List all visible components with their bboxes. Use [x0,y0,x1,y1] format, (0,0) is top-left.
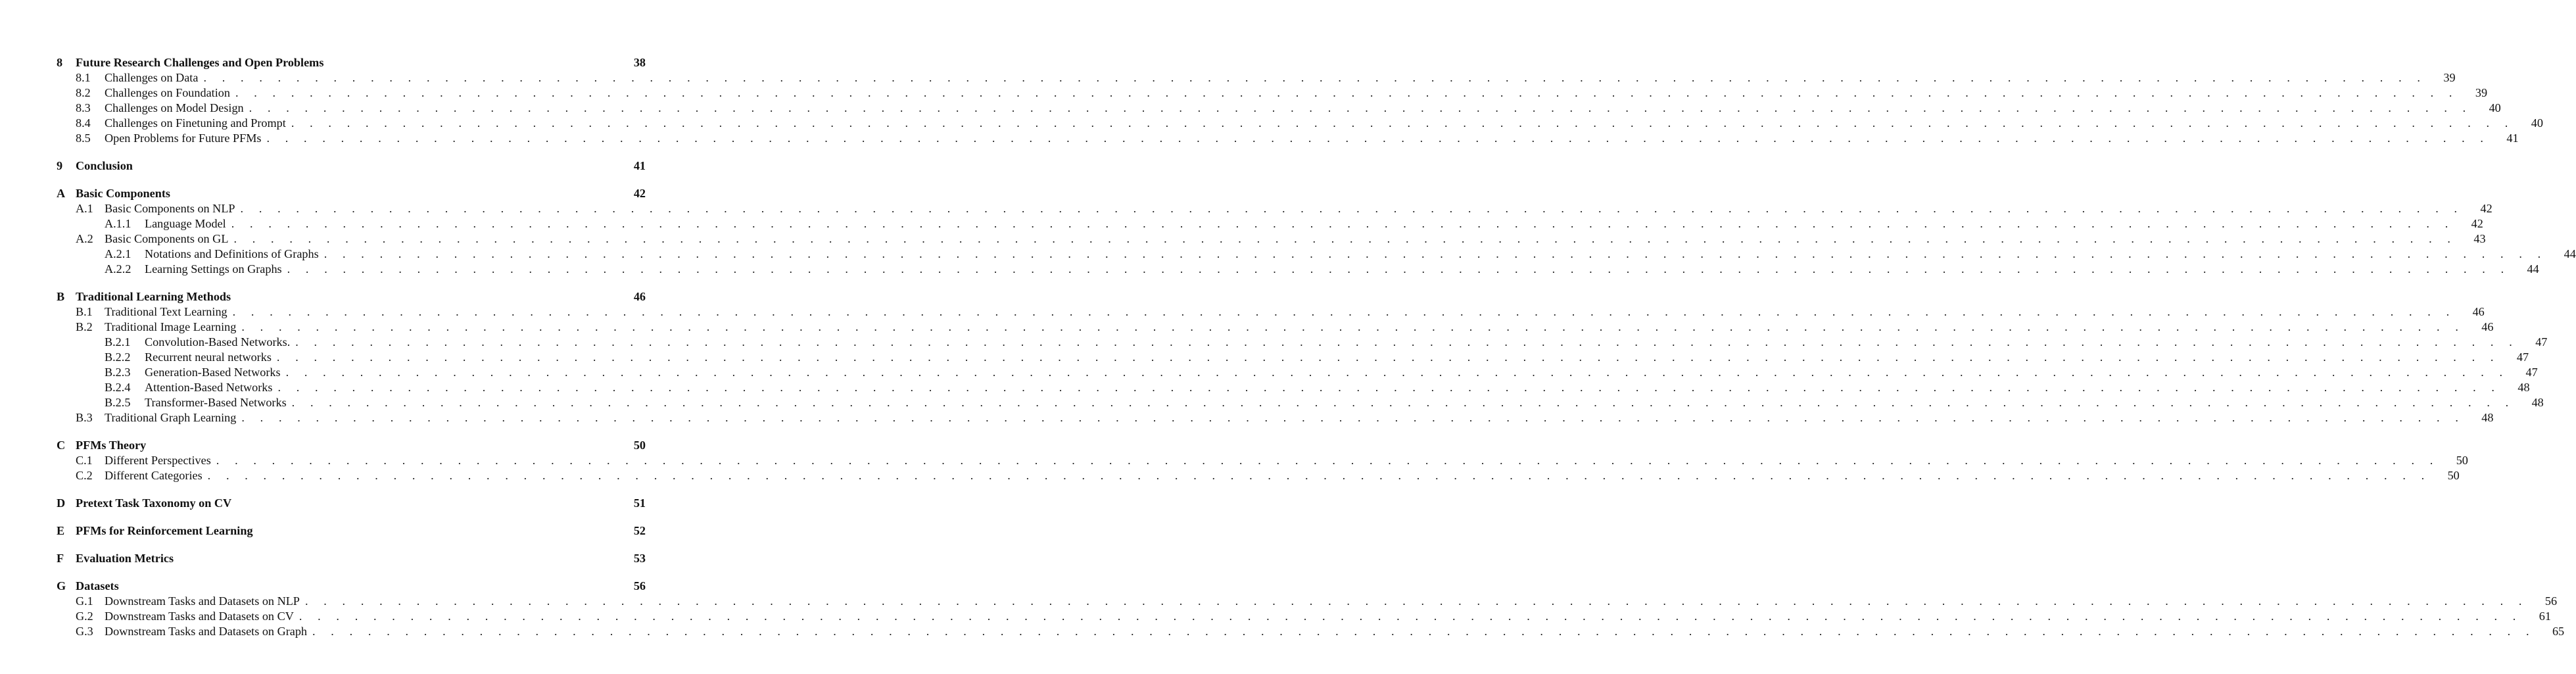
entry-title: Basic Components on NLP [105,202,235,215]
entry-number: 8.2 [76,86,91,99]
entry-title: Traditional Graph Learning [105,411,237,424]
entry-title: Convolution-Based Networks. [145,335,291,349]
entry-page-number: 48 [2517,381,2530,394]
entry-number: A.1.1 [105,217,131,230]
dot-leader: . . . . . . . . . . . . . . . . . . . . . . . . . . . . . . . . . . . . . . . . . . . . . . . . . . . . . . . . . . . . . . . . . . . . . . . . . . . . . . . . . . . . . . . . . . . . . . . . . . . . . . . . . . . . . . . . . . . . . . . . [276,350,2500,364]
entry-page-number: 39 [2475,86,2488,99]
entry-page-number: 47 [2535,335,2548,349]
entry-page-number: 48 [2531,396,2544,409]
entry-number: B.2.1 [105,335,131,349]
section-gap [57,483,646,496]
entry-number: G.3 [76,625,93,638]
toc-subsubsection[interactable] [57,247,2576,262]
toc-subsection[interactable] [57,594,2558,609]
toc-subsection[interactable] [57,70,2456,85]
toc-section[interactable] [57,438,646,453]
dot-leader: . . . . . . . . . . . . . . . . . . . . . . . . . . . . . . . . . . . . . . . . . . . . . . . . . . . . . . . . . . . . . . . . . . . . . . . . . . . . . . . . . . . . . . . . . . . . . . . . . . . . . . . . . . . . . . . . . . . . . . . . [241,320,2465,333]
entry-number: 9 [57,159,63,172]
toc-subsection[interactable] [57,304,2485,320]
entry-number: E [57,524,65,537]
entry-number: G.1 [76,594,93,608]
section-gap [57,566,646,579]
dot-leader: . . . . . . . . . . . . . . . . . . . . . . . . . . . . . . . . . . . . . . . . . . . . . . . . . . . . . . . . . . . . . . . . . . . . . . . . . . . . . . . . . . . . . . . . . . . . . . . . . . . . . . . . . . . . . . . . . . . . . . . . [231,217,2454,230]
entry-page-number: 40 [2531,116,2543,130]
toc-subsubsection[interactable] [57,216,2483,231]
section-gap [57,146,646,158]
entry-title: Learning Settings on Graphs [145,262,282,276]
toc-section[interactable] [57,55,646,70]
toc-subsubsection[interactable] [57,262,2539,277]
entry-page-number: 56 [2544,594,2558,608]
entry-title: Future Research Challenges and Open Problems [76,56,324,69]
table-of-contents [57,55,2576,639]
dot-leader: . . . . . . . . . . . . . . . . . . . . . . . . . . . . . . . . . . . . . . . . . . . . . . . . . . . . . . . . . . . . . . . . . . . . . . . . . . . . . . . . . . . . . . . . . . . . . . . . . . . . . . . . . . . . . . . . . . . . . . . . [295,335,2519,349]
entry-number: 8.3 [76,101,91,114]
entry-page-number: 41 [2506,132,2519,145]
entry-title: Challenges on Data [105,71,199,84]
entry-title: Recurrent neural networks [145,350,272,364]
entry-number: 8.5 [76,132,91,145]
entry-page-number: 53 [633,552,646,565]
entry-page-number: 41 [633,159,646,172]
section-gap [57,539,646,551]
entry-page-number: 42 [2480,202,2493,215]
entry-number: G [57,579,66,592]
entry-title: Challenges on Model Design [105,101,244,114]
entry-title: Notations and Definitions of Graphs [145,247,319,260]
toc-subsection[interactable] [57,116,2543,131]
entry-page-number: 47 [2525,366,2538,379]
entry-number: A [57,187,66,200]
entry-page-number: 43 [2473,232,2486,245]
dot-leader: . . . . . . . . . . . . . . . . . . . . . . . . . . . . . . . . . . . . . . . . . . . . . . . . . . . . . . . . . . . . . . . . . . . . . . . . . . . . . . . . . . . . . . . . . . . . . . . . . . . . . . . . . . . . . . . . . . . . . . . . [203,71,2427,84]
entry-number: B.1 [76,305,93,318]
entry-page-number: 65 [2552,625,2565,638]
entry-page-number: 50 [633,439,646,452]
toc-subsubsection[interactable] [57,350,2529,365]
entry-title: Datasets [76,579,119,592]
dot-leader: . . . . . . . . . . . . . . . . . . . . . . . . . . . . . . . . . . . . . . . . . . . . . . . . . . . . . . . . . . . . . . . . . . . . . . . . . . . . . . . . . . . . . . . . . . . . . . . . . . . . . . . . . . . . . . . . . . . . . . . . [298,610,2522,623]
dot-leader: . . . . . . . . . . . . . . . . . . . . . . . . . . . . . . . . . . . . . . . . . . . . . . . . . . . . . . . . . . . . . . . . . . . . . . . . . . . . . . . . . . . . . . . . . . . . . . . . . . . . . . . . . . . . . . . . . . . . . . . . [291,396,2515,409]
entry-page-number: 42 [633,187,646,200]
entry-number: 8 [57,56,63,69]
entry-page-number: 44 [2564,247,2576,260]
entry-title: Different Categories [105,469,203,482]
entry-page-number: 46 [2481,320,2494,333]
section-gap [57,425,646,438]
dot-leader: . . . . . . . . . . . . . . . . . . . . . . . . . . . . . . . . . . . . . . . . . . . . . . . . . . . . . . . . . . . . . . . . . . . . . . . . . . . . . . . . . . . . . . . . . . . . . . . . . . . . . . . . . . . . . . . . . . . . . . . . [266,132,2490,145]
toc-subsection[interactable] [57,624,2565,639]
entry-number: B [57,290,65,303]
dot-leader: . . . . . . . . . . . . . . . . . . . . . . . . . . . . . . . . . . . . . . . . . . . . . . . . . . . . . . . . . . . . . . . . . . . . . . . . . . . . . . . . . . . . . . . . . . . . . . . . . . . . . . . . . . . . . . . . . . . . . . . . [287,262,2510,276]
toc-section[interactable] [57,551,646,566]
toc-section[interactable] [57,523,646,539]
toc-subsection[interactable] [57,609,2551,624]
entry-number: A.2.2 [105,262,131,276]
entry-title: Challenges on Foundation [105,86,230,99]
entry-page-number: 44 [2527,262,2539,276]
entry-page-number: 40 [2489,101,2501,114]
entry-title: Attention-Based Networks [145,381,273,394]
toc-subsubsection[interactable] [57,395,2544,410]
entry-title: Challenges on Finetuning and Prompt [105,116,286,130]
entry-title: Traditional Text Learning [105,305,227,318]
entry-title: Transformer-Based Networks [145,396,287,409]
toc-subsubsection[interactable] [57,365,2538,380]
entry-number: A.1 [76,202,93,215]
section-gap [57,277,646,289]
dot-leader: . . . . . . . . . . . . . . . . . . . . . . . . . . . . . . . . . . . . . . . . . . . . . . . . . . . . . . . . . . . . . . . . . . . . . . . . . . . . . . . . . . . . . . . . . . . . . . . . . . . . . . . . . . . . . . . . . . . . . . . . [304,594,2529,608]
entry-title: Downstream Tasks and Datasets on CV [105,610,294,623]
toc-subsection[interactable] [57,201,2493,216]
entry-number: F [57,552,64,565]
dot-leader: . . . . . . . . . . . . . . . . . . . . . . . . . . . . . . . . . . . . . . . . . . . . . . . . . . . . . . . . . . . . . . . . . . . . . . . . . . . . . . . . . . . . . . . . . . . . . . . . . . . . . . . . . . . . . . . . . . . . . . . . [241,411,2465,424]
entry-page-number: 50 [2447,469,2460,482]
entry-title: Downstream Tasks and Datasets on Graph [105,625,308,638]
dot-leader: . . . . . . . . . . . . . . . . . . . . . . . . . . . . . . . . . . . . . . . . . . . . . . . . . . . . . . . . . . . . . . . . . . . . . . . . . . . . . . . . . . . . . . . . . . . . . . . . . . . . . . . . . . . . . . . . . . . . . . . . [235,86,2459,99]
dot-leader: . . . . . . . . . . . . . . . . . . . . . . . . . . . . . . . . . . . . . . . . . . . . . . . . . . . . . . . . . . . . . . . . . . . . . . . . . . . . . . . . . . . . . . . . . . . . . . . . . . . . . . . . . . . . . . . . . . . . . . . . [233,232,2457,245]
dot-leader: . . . . . . . . . . . . . . . . . . . . . . . . . . . . . . . . . . . . . . . . . . . . . . . . . . . . . . . . . . . . . . . . . . . . . . . . . . . . . . . . . . . . . . . . . . . . . . . . . . . . . . . . . . . . . . . . . . . . . . . . [240,202,2464,215]
entry-number: D [57,496,66,510]
entry-number: A.2 [76,232,93,245]
entry-number: C.2 [76,469,93,482]
entry-number: B.2.4 [105,381,131,394]
toc-section[interactable] [57,579,646,594]
entry-title: Generation-Based Networks [145,366,281,379]
entry-number: C [57,439,66,452]
dot-leader: . . . . . . . . . . . . . . . . . . . . . . . . . . . . . . . . . . . . . . . . . . . . . . . . . . . . . . . . . . . . . . . . . . . . . . . . . . . . . . . . . . . . . . . . . . . . . . . . . . . . . . . . . . . . . . . . . . . . . . . . [312,625,2536,638]
entry-page-number: 52 [633,524,646,537]
entry-page-number: 50 [2456,454,2468,467]
entry-title: Open Problems for Future PFMs [105,132,262,145]
entry-number: 8.1 [76,71,91,84]
entry-page-number: 61 [2539,610,2551,623]
entry-number: B.2.2 [105,350,131,364]
toc-subsection[interactable] [57,410,2494,425]
entry-title: Traditional Image Learning [105,320,237,333]
entry-title: Different Perspectives [105,454,211,467]
entry-title: Pretext Task Taxonomy on CV [76,496,232,510]
entry-number: B.2.3 [105,366,131,379]
entry-page-number: 46 [633,290,646,303]
entry-number: 8.4 [76,116,91,130]
entry-number: G.2 [76,610,93,623]
dot-leader: . . . . . . . . . . . . . . . . . . . . . . . . . . . . . . . . . . . . . . . . . . . . . . . . . . . . . . . . . . . . . . . . . . . . . . . . . . . . . . . . . . . . . . . . . . . . . . . . . . . . . . . . . . . . . . . . . . . . . . . . [249,101,2472,114]
dot-leader: . . . . . . . . . . . . . . . . . . . . . . . . . . . . . . . . . . . . . . . . . . . . . . . . . . . . . . . . . . . . . . . . . . . . . . . . . . . . . . . . . . . . . . . . . . . . . . . . . . . . . . . . . . . . . . . . . . . . . . . . [216,454,2439,467]
dot-leader: . . . . . . . . . . . . . . . . . . . . . . . . . . . . . . . . . . . . . . . . . . . . . . . . . . . . . . . . . . . . . . . . . . . . . . . . . . . . . . . . . . . . . . . . . . . . . . . . . . . . . . . . . . . . . . . . . . . . . . . . [232,305,2456,318]
entry-page-number: 42 [2471,217,2483,230]
entry-title: PFMs Theory [76,439,147,452]
entry-title: PFMs for Reinforcement Learning [76,524,253,537]
entry-title: Conclusion [76,159,133,172]
dot-leader: . . . . . . . . . . . . . . . . . . . . . . . . . . . . . . . . . . . . . . . . . . . . . . . . . . . . . . . . . . . . . . . . . . . . . . . . . . . . . . . . . . . . . . . . . . . . . . . . . . . . . . . . . . . . . . . . . . . . . . . . [207,469,2431,482]
dot-leader: . . . . . . . . . . . . . . . . . . . . . . . . . . . . . . . . . . . . . . . . . . . . . . . . . . . . . . . . . . . . . . . . . . . . . . . . . . . . . . . . . . . . . . . . . . . . . . . . . . . . . . . . . . . . . . . . . . . . . . . . [291,116,2514,130]
entry-page-number: 39 [2443,71,2456,84]
entry-title: Language Model [145,217,226,230]
toc-section[interactable] [57,186,646,201]
entry-page-number: 38 [633,56,646,69]
toc-subsection[interactable] [57,101,2501,116]
entry-page-number: 48 [2481,411,2494,424]
toc-section[interactable] [57,496,646,511]
entry-page-number: 46 [2472,305,2485,318]
entry-title: Traditional Learning Methods [76,290,231,303]
toc-subsection[interactable] [57,468,2460,483]
entry-page-number: 56 [633,579,646,592]
entry-title: Basic Components [76,187,170,200]
dot-leader: . . . . . . . . . . . . . . . . . . . . . . . . . . . . . . . . . . . . . . . . . . . . . . . . . . . . . . . . . . . . . . . . . . . . . . . . . . . . . . . . . . . . . . . . . . . . . . . . . . . . . . . . . . . . . . . . . . . . . . . . [285,366,2509,379]
entry-title: Basic Components on GL [105,232,229,245]
entry-number: C.1 [76,454,93,467]
entry-number: B.2 [76,320,93,333]
entry-title: Evaluation Metrics [76,552,174,565]
toc-subsection[interactable] [57,85,2488,101]
section-gap [57,174,646,186]
entry-page-number: 47 [2516,350,2529,364]
section-gap [57,511,646,523]
entry-page-number: 51 [633,496,646,510]
toc-subsection[interactable] [57,231,2486,247]
entry-number: A.2.1 [105,247,131,260]
toc-subsubsection[interactable] [57,380,2530,395]
toc-subsubsection[interactable] [57,335,2548,350]
dot-leader: . . . . . . . . . . . . . . . . . . . . . . . . . . . . . . . . . . . . . . . . . . . . . . . . . . . . . . . . . . . . . . . . . . . . . . . . . . . . . . . . . . . . . . . . . . . . . . . . . . . . . . . . . . . . . . . . . . . . . . . . [277,381,2501,394]
toc-section[interactable] [57,158,646,174]
toc-subsection[interactable] [57,453,2468,468]
toc-subsection[interactable] [57,320,2494,335]
entry-title: Downstream Tasks and Datasets on NLP [105,594,300,608]
toc-subsection[interactable] [57,131,2519,146]
toc-section[interactable] [57,289,646,304]
dot-leader: . . . . . . . . . . . . . . . . . . . . . . . . . . . . . . . . . . . . . . . . . . . . . . . . . . . . . . . . . . . . . . . . . . . . . . . . . . . . . . . . . . . . . . . . . . . . . . . . . . . . . . . . . . . . . . . . . . . . . . . . [323,247,2547,260]
entry-number: B.2.5 [105,396,131,409]
entry-number: B.3 [76,411,93,424]
